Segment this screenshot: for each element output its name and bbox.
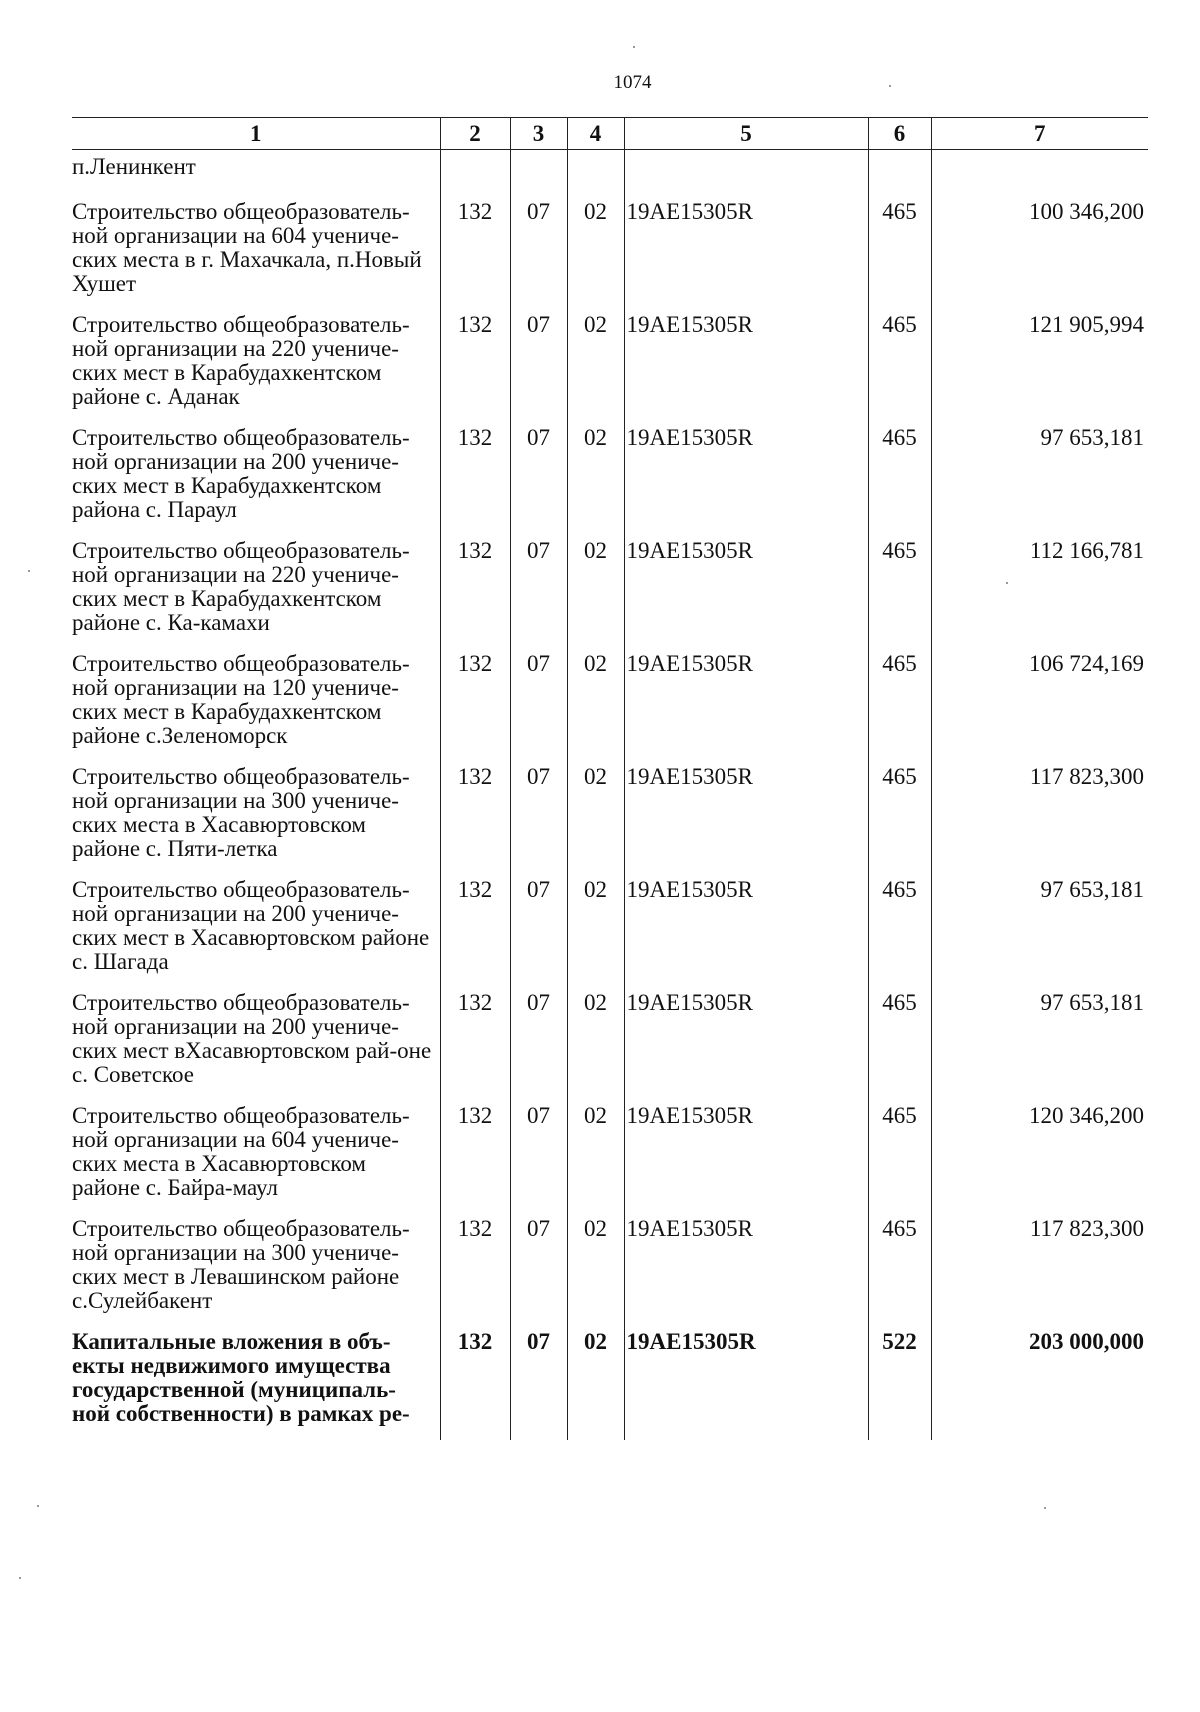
- expense-type-cell: 465: [868, 762, 931, 875]
- subsection-code-cell: 02: [567, 310, 624, 423]
- subsection-code-cell: 07: [510, 1327, 567, 1440]
- section-code-cell: 132: [440, 875, 510, 988]
- empty-cell: [931, 150, 1148, 198]
- table-row: [72, 875, 1148, 988]
- section-code-cell: 132: [440, 536, 510, 649]
- target-article-cell: 19АЕ15305R: [624, 1327, 868, 1440]
- subsection-code-cell: 02: [567, 875, 624, 988]
- target-article-cell: 19АЕ15305R: [624, 1101, 868, 1214]
- subsection-code-cell: 07: [510, 875, 567, 988]
- subsection-code-cell: 02: [567, 1214, 624, 1327]
- section-code-cell: 132: [440, 988, 510, 1101]
- row-name-cell: Строительство общеобразователь-ной организации на 300 учениче-ских места в Хасавюртовском районе с. Пяти-летка: [72, 764, 410, 861]
- table-row: [72, 1101, 1148, 1214]
- scan-speck: [28, 570, 30, 572]
- subsection-code-cell: 07: [510, 536, 567, 649]
- subsection-code-cell: 02: [567, 197, 624, 310]
- expense-type-cell: 465: [868, 197, 931, 310]
- table-row: [72, 1327, 1148, 1440]
- table-header-row: [72, 118, 1148, 150]
- expense-type-cell: 465: [868, 649, 931, 762]
- subsection-code-cell: 07: [510, 762, 567, 875]
- target-article-cell: 19АЕ15305R: [624, 875, 868, 988]
- amount-cell: 203 000,000: [931, 1327, 1148, 1440]
- scan-speck: [633, 46, 635, 48]
- expense-type-cell: 465: [868, 310, 931, 423]
- target-article-cell: 19АЕ15305R: [624, 649, 868, 762]
- expense-type-cell: 465: [868, 536, 931, 649]
- column-header-3: 3: [510, 118, 567, 150]
- column-header-1: 1: [72, 118, 440, 150]
- amount-cell: 117 823,300: [931, 762, 1148, 875]
- empty-cell: [510, 150, 567, 198]
- budget-table: [72, 117, 1148, 1440]
- section-code-cell: 132: [440, 310, 510, 423]
- subsection-code-cell: 02: [567, 1101, 624, 1214]
- section-code-cell: 132: [440, 1214, 510, 1327]
- scan-speck: [889, 85, 891, 87]
- table-row: [72, 1214, 1148, 1327]
- subsection-code-cell: 07: [510, 310, 567, 423]
- column-header-7: 7: [931, 118, 1148, 150]
- table-row-continuation: [72, 150, 1148, 198]
- target-article-cell: 19АЕ15305R: [624, 536, 868, 649]
- row-name-cell: п.Ленинкент: [72, 154, 196, 179]
- subsection-code-cell: 02: [567, 1327, 624, 1440]
- row-name-cell: Строительство общеобразователь-ной организации на 604 учениче-ских места в Хасавюртовском районе с. Байра-маул: [72, 1103, 410, 1200]
- target-article-cell: 19АЕ15305R: [624, 762, 868, 875]
- table-row: [72, 762, 1148, 875]
- row-name-cell: Капитальные вложения в объ-екты недвижимого имущества государственной (муниципаль-ной собственности) в рамках ре-: [72, 1329, 410, 1426]
- amount-cell: 100 346,200: [931, 197, 1148, 310]
- section-code-cell: 132: [440, 1327, 510, 1440]
- expense-type-cell: 465: [868, 423, 931, 536]
- row-name-cell: Строительство общеобразователь-ной организации на 300 учениче-ских мест в Левашинском районе с.Сулейбакент: [72, 1216, 410, 1313]
- subsection-code-cell: 07: [510, 1214, 567, 1327]
- scan-speck: [1044, 1507, 1046, 1509]
- subsection-code-cell: 07: [510, 197, 567, 310]
- expense-type-cell: 465: [868, 1101, 931, 1214]
- section-code-cell: 132: [440, 1101, 510, 1214]
- expense-type-cell: 465: [868, 1214, 931, 1327]
- amount-cell: 97 653,181: [931, 423, 1148, 536]
- subsection-code-cell: 07: [510, 649, 567, 762]
- table-row: [72, 649, 1148, 762]
- subsection-code-cell: 02: [567, 423, 624, 536]
- page-number: 1074: [613, 72, 652, 93]
- amount-cell: 117 823,300: [931, 1214, 1148, 1327]
- amount-cell: 121 905,994: [931, 310, 1148, 423]
- empty-cell: [567, 150, 624, 198]
- subsection-code-cell: 02: [567, 988, 624, 1101]
- subsection-code-cell: 07: [510, 988, 567, 1101]
- subsection-code-cell: 07: [510, 423, 567, 536]
- amount-cell: 97 653,181: [931, 988, 1148, 1101]
- subsection-code-cell: 07: [510, 1101, 567, 1214]
- column-header-4: 4: [567, 118, 624, 150]
- target-article-cell: 19АЕ15305R: [624, 197, 868, 310]
- amount-cell: 112 166,781: [931, 536, 1148, 649]
- column-header-6: 6: [868, 118, 931, 150]
- subsection-code-cell: 02: [567, 536, 624, 649]
- amount-cell: 106 724,169: [931, 649, 1148, 762]
- scan-speck: [19, 1577, 21, 1579]
- table-row: [72, 310, 1148, 423]
- subsection-code-cell: 02: [567, 762, 624, 875]
- table-row: [72, 988, 1148, 1101]
- column-header-5: 5: [624, 118, 868, 150]
- empty-cell: [440, 150, 510, 198]
- row-name-cell: Строительство общеобразователь-ной организации на 200 учениче-ских мест в Карабудахкентском района с. Параул: [72, 425, 410, 522]
- amount-cell: 97 653,181: [931, 875, 1148, 988]
- row-name-cell: Строительство общеобразователь-ной организации на 200 учениче-ских мест вХасавюртовском рай-оне с. Советское: [72, 990, 432, 1087]
- column-header-2: 2: [440, 118, 510, 150]
- target-article-cell: 19АЕ15305R: [624, 988, 868, 1101]
- scan-speck: [1006, 582, 1008, 584]
- amount-cell: 120 346,200: [931, 1101, 1148, 1214]
- target-article-cell: 19АЕ15305R: [624, 1214, 868, 1327]
- scan-speck: [37, 1505, 39, 1507]
- expense-type-cell: 522: [868, 1327, 931, 1440]
- section-code-cell: 132: [440, 423, 510, 536]
- empty-cell: [624, 150, 868, 198]
- subsection-code-cell: 02: [567, 649, 624, 762]
- table-row: [72, 197, 1148, 310]
- section-code-cell: 132: [440, 197, 510, 310]
- table-row: [72, 536, 1148, 649]
- section-code-cell: 132: [440, 649, 510, 762]
- row-name-cell: Строительство общеобразователь-ной организации на 604 учениче-ских места в г. Махачкала, п.Новый Хушет: [72, 199, 422, 296]
- section-code-cell: 132: [440, 762, 510, 875]
- expense-type-cell: 465: [868, 875, 931, 988]
- table-row: [72, 423, 1148, 536]
- row-name-cell: Строительство общеобразователь-ной организации на 200 учениче-ских мест в Хасавюртовском районе с. Шагада: [72, 877, 430, 974]
- empty-cell: [868, 150, 931, 198]
- row-name-cell: Строительство общеобразователь-ной организации на 120 учениче-ских мест в Карабудахкентском районе с.Зеленоморск: [72, 651, 410, 748]
- target-article-cell: 19АЕ15305R: [624, 310, 868, 423]
- row-name-cell: Строительство общеобразователь-ной организации на 220 учениче-ских мест в Карабудахкентском районе с. Аданак: [72, 312, 410, 409]
- row-name-cell: Строительство общеобразователь-ной организации на 220 учениче-ских мест в Карабудахкентском районе с. Ка-камахи: [72, 538, 410, 635]
- expense-type-cell: 465: [868, 988, 931, 1101]
- target-article-cell: 19АЕ15305R: [624, 423, 868, 536]
